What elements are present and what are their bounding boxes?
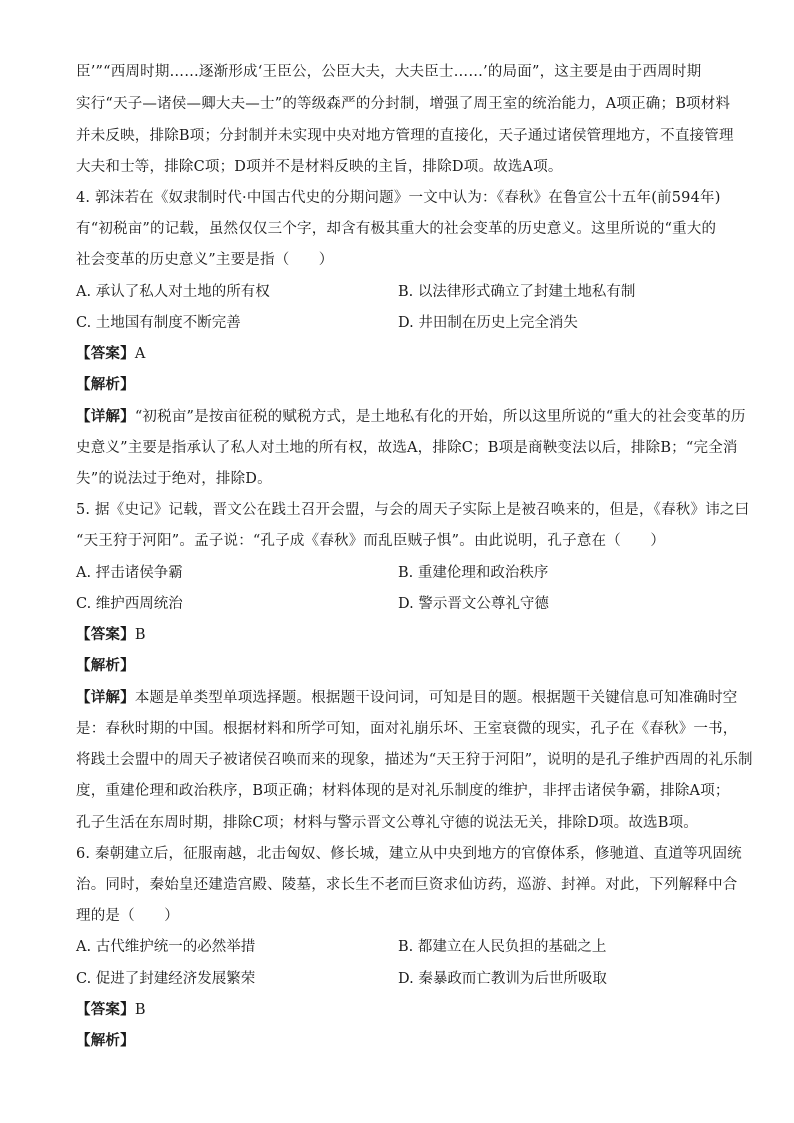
q4-detail-tag: 【详解】 [76, 408, 135, 425]
q4-option-d: D. 井田制在历史上完全消失 [398, 315, 578, 331]
q4-analysis-tag [76, 375, 716, 395]
q6-analysis-tag [76, 1031, 716, 1051]
prev-analysis-line-3: 并未反映，排除B项；分封制并未实现中央对地方管理的直接化，天子通过诸侯管理地方，不直接管理 [76, 128, 734, 144]
q6-stem-line-2: 治。同时，秦始皇还建造宫殿、陵墓，求长生不老而巨资求仙访药，巡游、封禅。对此，下列解释中合 [76, 877, 738, 893]
q4-analysis-label: 【解析】 [76, 376, 135, 393]
q6-answer-tag: 【答案】 [76, 1001, 135, 1018]
q5-detail-line-4: 度，重建伦理和政治秩序，B项正确；材料体现的是对礼乐制度的维护，非抨击诸侯争霸，排除A项； [76, 783, 730, 799]
q4-stem-line-2: 有“初税亩”的记载，虽然仅仅三个字，却含有极其重大的社会变革的历史意义。这里所说的“重大的 [76, 221, 717, 237]
q5-analysis-tag [76, 656, 716, 676]
q6-answer [76, 1000, 716, 1020]
q6-option-d: D. 秦暴政而亡教训为后世所吸取 [398, 971, 607, 987]
q5-detail-line-3: 将践土会盟中的周天子被诸侯召唤而来的现象，描述为“天王狩于河阳”，说明的是孔子维护西周的礼乐制 [76, 752, 753, 768]
prev-analysis-line-2: 实行“天子—诸侯—卿大夫—士”的等级森严的分封制，增强了周王室的统治能力，A项正确；B项材料 [76, 96, 731, 112]
q6-stem-line-1: 6. 秦朝建立后，征服南越，北击匈奴、修长城，建立从中央到地方的官僚体系，修驰道、直道等巩固统 [76, 846, 742, 862]
q4-option-a: A. 承认了私人对土地的所有权 [76, 284, 270, 300]
q4-answer-tag: 【答案】 [76, 345, 135, 362]
q4-answer-value: A [134, 346, 146, 362]
q5-answer [76, 625, 716, 645]
q5-detail-line-1 [76, 688, 738, 708]
q5-stem-line-1: 5. 据《史记》记载，晋文公在践土召开会盟，与会的周天子实际上是被召唤来的，但是，《春秋》讳之曰 [76, 502, 750, 518]
q6-analysis-label: 【解析】 [76, 1032, 135, 1049]
prev-analysis-line-4: 大夫和士等，排除C项；D项并不是材料反映的主旨，排除D项。故选A项。 [76, 159, 563, 175]
q5-detail-line-5: 孔子生活在东周时期，排除C项；材料与警示晋文公尊礼守德的说法无关，排除D项。故选B项。 [76, 815, 698, 831]
q6-option-c: C. 促进了封建经济发展繁荣 [76, 971, 256, 987]
q5-option-b: B. 重建伦理和政治秩序 [398, 565, 549, 581]
q5-detail-text-1: 本题是单类型单项选择题。根据题干设问词，可知是目的题。根据题干关键信息可知准确时空 [134, 690, 738, 706]
q5-answer-value: B [134, 627, 146, 643]
q4-detail-text-1: “初税亩”是按亩征税的赋税方式，是土地私有化的开始，所以这里所说的“重大的社会变革的历 [134, 409, 746, 425]
q4-stem-line-1: 4. 郭沫若在《奴隶制时代·中国古代史的分期问题》一文中认为：《春秋》在鲁宣公十五年(前594年) [76, 190, 721, 206]
q5-answer-tag: 【答案】 [76, 626, 135, 643]
q5-option-a: A. 抨击诸侯争霸 [76, 565, 183, 581]
q5-stem-line-2: “天王狩于河阳”。孟子说：“孔子成《春秋》而乱臣贼子惧”。由此说明，孔子意在（ ） [76, 533, 666, 549]
q4-detail-line-3: 失”的说法过于绝对，排除D。 [76, 471, 272, 487]
q5-option-c: C. 维护西周统治 [76, 596, 183, 612]
q4-answer [76, 344, 716, 364]
q6-option-b: B. 都建立在人民负担的基础之上 [398, 939, 607, 955]
q4-stem-line-3: 社会变革的历史意义”主要是指（ ） [76, 252, 334, 268]
q5-detail-line-2: 是：春秋时期的中国。根据材料和所学可知，面对礼崩乐坏、王室衰微的现实，孔子在《春秋》一书， [76, 721, 738, 737]
q5-option-d: D. 警示晋文公尊礼守德 [398, 596, 549, 612]
q5-analysis-label: 【解析】 [76, 657, 135, 674]
q5-detail-tag: 【详解】 [76, 689, 135, 706]
prev-analysis-line-1: 臣’”“西周时期……逐渐形成‘王臣公，公臣大夫，大夫臣士……’的局面”，这主要是由于西周时期 [76, 64, 702, 80]
q4-option-b: B. 以法律形式确立了封建土地私有制 [398, 284, 636, 300]
q4-detail-line-1 [76, 407, 746, 427]
q6-stem-line-3: 理的是（ ） [76, 908, 179, 924]
q6-option-a: A. 古代维护统一的必然举措 [76, 939, 256, 955]
q4-option-c: C. 土地国有制度不断完善 [76, 315, 241, 331]
q6-answer-value: B [134, 1002, 146, 1018]
q4-detail-line-2: 史意义”主要是指承认了私人对土地的所有权，故选A，排除C；B项是商鞅变法以后，排除B；“完全消 [76, 440, 738, 456]
